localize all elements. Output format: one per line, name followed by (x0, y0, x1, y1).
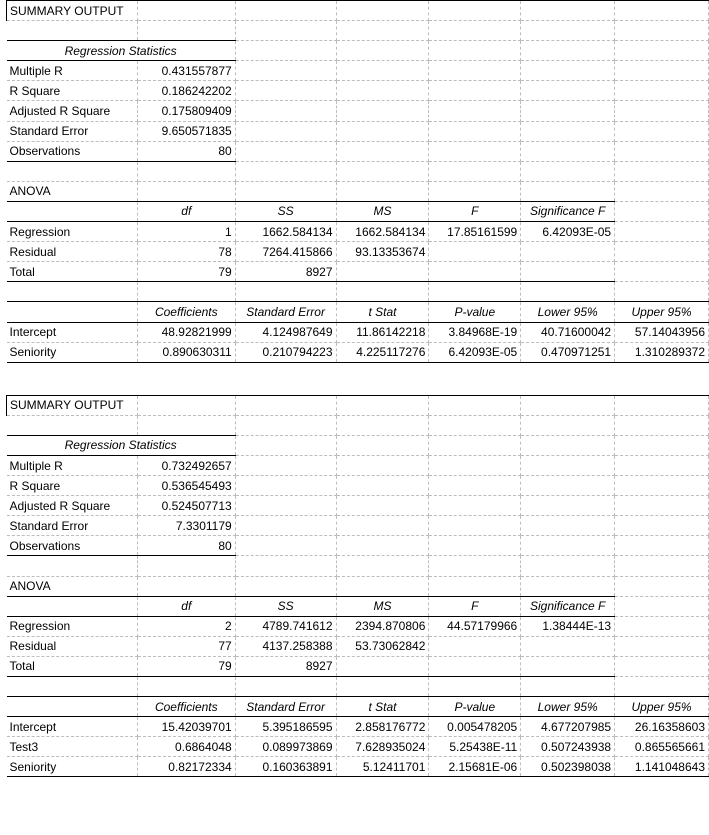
regstat-row (7, 476, 709, 496)
cell[interactable] (336, 181, 429, 201)
anova-header[interactable]: df (137, 596, 235, 616)
regstat-label[interactable]: Observations (7, 141, 138, 161)
cell[interactable] (235, 41, 336, 61)
cell[interactable] (615, 101, 709, 121)
coef-header[interactable]: Coefficients (137, 302, 235, 322)
cell[interactable] (137, 677, 235, 697)
anova-ms[interactable]: 2394.870806 (336, 616, 429, 636)
regstat-row (7, 81, 709, 101)
cell[interactable] (235, 455, 336, 475)
cell[interactable] (521, 496, 615, 516)
anova-f[interactable]: 44.57179966 (429, 616, 521, 636)
cell[interactable] (521, 415, 615, 435)
cell[interactable] (521, 81, 615, 101)
cell[interactable] (235, 536, 336, 556)
cell[interactable] (615, 576, 709, 596)
cell[interactable] (521, 181, 615, 201)
cell[interactable] (7, 556, 138, 576)
cell[interactable] (235, 516, 336, 536)
anova-ss[interactable]: 8927 (235, 656, 336, 676)
coef-p[interactable]: 2.15681E-06 (429, 757, 521, 777)
anova-ms[interactable] (336, 262, 429, 282)
cell[interactable] (615, 677, 709, 697)
coef-upper[interactable]: 1.310289372 (615, 342, 709, 362)
cell[interactable] (235, 556, 336, 576)
cell[interactable] (7, 161, 138, 181)
cell[interactable] (137, 181, 235, 201)
regstat-label[interactable]: R Square (7, 81, 138, 101)
cell[interactable] (521, 101, 615, 121)
blank-row (7, 282, 709, 302)
cell[interactable] (7, 697, 138, 717)
cell[interactable] (137, 415, 235, 435)
cell[interactable] (615, 262, 709, 282)
anova-row (7, 262, 709, 282)
anova-header[interactable]: F (429, 596, 521, 616)
coef-label[interactable]: Intercept (7, 322, 138, 342)
regstat-label[interactable]: Standard Error (7, 121, 138, 141)
regstat-row (7, 121, 709, 141)
regstat-row (7, 141, 709, 161)
regstat-row (7, 101, 709, 121)
cell[interactable] (615, 656, 709, 676)
coef-t[interactable]: 7.628935024 (336, 737, 429, 757)
coef-upper[interactable]: 0.865565661 (615, 737, 709, 757)
coef-header[interactable]: Upper 95% (615, 697, 709, 717)
cell[interactable] (336, 435, 429, 455)
anova-sig[interactable] (521, 242, 615, 262)
anova-header[interactable]: Significance F (521, 596, 615, 616)
coef-se[interactable]: 5.395186595 (235, 717, 336, 737)
cell[interactable] (521, 1, 615, 21)
anova-sig[interactable] (521, 262, 615, 282)
coef-row (7, 717, 709, 737)
cell[interactable] (429, 536, 521, 556)
cell[interactable] (429, 516, 521, 536)
coef-header-row (7, 302, 709, 322)
cell[interactable] (429, 677, 521, 697)
regression-statistics-header[interactable]: Regression Statistics (7, 41, 236, 61)
cell[interactable] (235, 496, 336, 516)
coef-label[interactable]: Seniority (7, 342, 138, 362)
regstat-value[interactable]: 0.431557877 (137, 61, 235, 81)
cell[interactable] (615, 21, 709, 41)
coef-p[interactable]: 6.42093E-05 (429, 342, 521, 362)
cell[interactable] (336, 41, 429, 61)
coef-row (7, 342, 709, 362)
regstat-value[interactable]: 7.3301179 (137, 516, 235, 536)
coef-upper[interactable]: 1.141048643 (615, 757, 709, 777)
cell[interactable] (336, 576, 429, 596)
coef-se[interactable]: 0.210794223 (235, 342, 336, 362)
cell[interactable] (336, 121, 429, 141)
cell[interactable] (615, 161, 709, 181)
cell[interactable] (615, 476, 709, 496)
anova-sig[interactable]: 6.42093E-05 (521, 222, 615, 242)
coef-row (7, 322, 709, 342)
cell[interactable] (336, 536, 429, 556)
regstats-header-row (7, 41, 709, 61)
cell[interactable] (615, 1, 709, 21)
cell[interactable] (521, 476, 615, 496)
coef-header[interactable]: P-value (429, 697, 521, 717)
cell[interactable] (429, 101, 521, 121)
cell[interactable] (429, 141, 521, 161)
anova-f[interactable]: 17.85161599 (429, 222, 521, 242)
anova-sig[interactable] (521, 636, 615, 656)
cell[interactable] (235, 101, 336, 121)
cell[interactable] (615, 141, 709, 161)
regstat-value[interactable]: 0.536545493 (137, 476, 235, 496)
coef-se[interactable]: 0.160363891 (235, 757, 336, 777)
anova-df[interactable]: 2 (137, 616, 235, 636)
coef-header-row (7, 697, 709, 717)
cell[interactable] (615, 41, 709, 61)
anova-f[interactable] (429, 242, 521, 262)
cell[interactable] (235, 282, 336, 302)
anova-row (7, 242, 709, 262)
summary-title[interactable]: SUMMARY OUTPUT (7, 395, 138, 415)
cell[interactable] (615, 435, 709, 455)
anova-df[interactable]: 79 (137, 656, 235, 676)
anova-row (7, 656, 709, 676)
anova-ms[interactable]: 53.73062842 (336, 636, 429, 656)
anova-header-row (7, 596, 709, 616)
regression-statistics-header[interactable]: Regression Statistics (7, 435, 236, 455)
coef-p[interactable]: 5.25438E-11 (429, 737, 521, 757)
cell[interactable] (615, 556, 709, 576)
cell[interactable] (615, 222, 709, 242)
coef-header[interactable]: Standard Error (235, 697, 336, 717)
coef-value[interactable]: 0.890630311 (137, 342, 235, 362)
coef-label[interactable]: Test3 (7, 737, 138, 757)
cell[interactable] (615, 81, 709, 101)
anova-header[interactable]: SS (235, 201, 336, 221)
regstat-row (7, 455, 709, 475)
cell[interactable] (521, 536, 615, 556)
anova-header[interactable]: MS (336, 596, 429, 616)
cell[interactable] (336, 395, 429, 415)
cell[interactable] (235, 677, 336, 697)
regstat-label[interactable]: Observations (7, 536, 138, 556)
coef-value[interactable]: 0.6864048 (137, 737, 235, 757)
anova-header[interactable]: F (429, 201, 521, 221)
regstat-value[interactable]: 80 (137, 141, 235, 161)
anova-ss[interactable]: 4137.258388 (235, 636, 336, 656)
anova-header[interactable]: SS (235, 596, 336, 616)
coef-se[interactable]: 4.124987649 (235, 322, 336, 342)
cell[interactable] (429, 1, 521, 21)
regstat-label[interactable]: Adjusted R Square (7, 101, 138, 121)
coef-header[interactable]: t Stat (336, 302, 429, 322)
cell[interactable] (429, 556, 521, 576)
coef-lower[interactable]: 0.502398038 (521, 757, 615, 777)
coef-lower[interactable]: 40.71600042 (521, 322, 615, 342)
cell[interactable] (429, 282, 521, 302)
cell[interactable] (615, 61, 709, 81)
cell[interactable] (137, 556, 235, 576)
cell[interactable] (336, 476, 429, 496)
cell[interactable] (429, 41, 521, 61)
section-gap (6, 363, 709, 395)
anova-df[interactable]: 1 (137, 222, 235, 242)
cell[interactable] (7, 201, 138, 221)
cell[interactable] (521, 556, 615, 576)
coef-t[interactable]: 4.225117276 (336, 342, 429, 362)
cell[interactable] (521, 395, 615, 415)
cell[interactable] (429, 435, 521, 455)
anova-ss[interactable]: 8927 (235, 262, 336, 282)
blank-row (7, 415, 709, 435)
cell[interactable] (429, 576, 521, 596)
cell[interactable] (336, 282, 429, 302)
coef-header[interactable]: Lower 95% (521, 302, 615, 322)
coef-label[interactable]: Intercept (7, 717, 138, 737)
cell[interactable] (429, 61, 521, 81)
regstat-value[interactable]: 0.732492657 (137, 455, 235, 475)
anova-row (7, 222, 709, 242)
regstat-value[interactable]: 80 (137, 536, 235, 556)
cell[interactable] (235, 161, 336, 181)
cell[interactable] (429, 21, 521, 41)
coef-t[interactable]: 5.12411701 (336, 757, 429, 777)
cell[interactable] (615, 496, 709, 516)
cell[interactable] (336, 496, 429, 516)
coef-row (7, 737, 709, 757)
cell[interactable] (615, 596, 709, 616)
anova-ms[interactable]: 1662.584134 (336, 222, 429, 242)
cell[interactable] (521, 21, 615, 41)
cell[interactable] (521, 41, 615, 61)
cell[interactable] (521, 435, 615, 455)
coef-upper[interactable]: 26.16358603 (615, 717, 709, 737)
regstat-row (7, 61, 709, 81)
regression-output-2 (6, 395, 709, 778)
blank-row (7, 161, 709, 181)
cell[interactable] (235, 476, 336, 496)
cell[interactable] (615, 455, 709, 475)
cell[interactable] (615, 242, 709, 262)
cell[interactable] (429, 476, 521, 496)
cell[interactable] (336, 677, 429, 697)
anova-label[interactable]: Residual (7, 636, 138, 656)
coef-lower[interactable]: 0.507243938 (521, 737, 615, 757)
cell[interactable] (521, 576, 615, 596)
cell[interactable] (429, 415, 521, 435)
cell[interactable] (336, 455, 429, 475)
spreadsheet (6, 0, 709, 777)
coef-p[interactable]: 0.005478205 (429, 717, 521, 737)
coef-header[interactable]: Coefficients (137, 697, 235, 717)
coef-value[interactable]: 0.82172334 (137, 757, 235, 777)
cell[interactable] (615, 282, 709, 302)
coef-value[interactable]: 15.42039701 (137, 717, 235, 737)
cell[interactable] (137, 21, 235, 41)
anova-df[interactable]: 79 (137, 262, 235, 282)
cell[interactable] (235, 395, 336, 415)
summary-title[interactable]: SUMMARY OUTPUT (7, 1, 138, 21)
cell[interactable] (336, 81, 429, 101)
cell[interactable] (521, 516, 615, 536)
coef-upper[interactable]: 57.14043956 (615, 322, 709, 342)
cell[interactable] (235, 81, 336, 101)
cell[interactable] (615, 636, 709, 656)
regstat-label[interactable]: Adjusted R Square (7, 496, 138, 516)
coef-t[interactable]: 11.86142218 (336, 322, 429, 342)
anova-df[interactable]: 77 (137, 636, 235, 656)
cell[interactable] (235, 1, 336, 21)
cell[interactable] (7, 282, 138, 302)
cell[interactable] (7, 21, 138, 41)
cell[interactable] (235, 576, 336, 596)
regstat-label[interactable]: Multiple R (7, 455, 138, 475)
cell[interactable] (336, 415, 429, 435)
coef-t[interactable]: 2.858176772 (336, 717, 429, 737)
cell[interactable] (137, 1, 235, 21)
anova-sig[interactable]: 1.38444E-13 (521, 616, 615, 636)
anova-header[interactable]: Significance F (521, 201, 615, 221)
cell[interactable] (615, 516, 709, 536)
coef-lower[interactable]: 0.470971251 (521, 342, 615, 362)
cell[interactable] (7, 596, 138, 616)
cell[interactable] (336, 101, 429, 121)
anova-label[interactable]: Regression (7, 616, 138, 636)
coef-p[interactable]: 3.84968E-19 (429, 322, 521, 342)
cell[interactable] (7, 415, 138, 435)
anova-row (7, 636, 709, 656)
cell[interactable] (521, 455, 615, 475)
cell[interactable] (429, 161, 521, 181)
anova-f[interactable] (429, 262, 521, 282)
regstats-header-row (7, 435, 709, 455)
cell[interactable] (615, 616, 709, 636)
regstat-value[interactable]: 0.175809409 (137, 101, 235, 121)
blank-row (7, 556, 709, 576)
coef-header[interactable]: t Stat (336, 697, 429, 717)
cell[interactable] (615, 201, 709, 221)
cell[interactable] (7, 302, 138, 322)
title-row (7, 1, 709, 21)
anova-f[interactable] (429, 636, 521, 656)
cell[interactable] (521, 121, 615, 141)
coef-se[interactable]: 0.089973869 (235, 737, 336, 757)
cell[interactable] (336, 516, 429, 536)
cell[interactable] (429, 395, 521, 415)
cell[interactable] (336, 161, 429, 181)
regstat-value[interactable]: 0.524507713 (137, 496, 235, 516)
coef-lower[interactable]: 4.677207985 (521, 717, 615, 737)
cell[interactable] (521, 61, 615, 81)
anova-f[interactable] (429, 656, 521, 676)
coef-value[interactable]: 48.92821999 (137, 322, 235, 342)
regstat-value[interactable]: 9.650571835 (137, 121, 235, 141)
anova-ss[interactable]: 4789.741612 (235, 616, 336, 636)
regstat-label[interactable]: Standard Error (7, 516, 138, 536)
regstat-value[interactable]: 0.186242202 (137, 81, 235, 101)
coef-row (7, 757, 709, 777)
cell[interactable] (429, 181, 521, 201)
cell[interactable] (235, 121, 336, 141)
regstat-row (7, 496, 709, 516)
cell[interactable] (521, 141, 615, 161)
coef-header[interactable]: Upper 95% (615, 302, 709, 322)
anova-label[interactable]: Total (7, 262, 138, 282)
anova-header-row (7, 201, 709, 221)
cell[interactable] (615, 536, 709, 556)
anova-ms[interactable] (336, 656, 429, 676)
blank-row (7, 21, 709, 41)
regstat-label[interactable]: Multiple R (7, 61, 138, 81)
cell[interactable] (7, 677, 138, 697)
regstat-row (7, 536, 709, 556)
cell[interactable] (336, 141, 429, 161)
cell[interactable] (615, 121, 709, 141)
anova-ms[interactable]: 93.13353674 (336, 242, 429, 262)
cell[interactable] (336, 556, 429, 576)
cell[interactable] (615, 415, 709, 435)
regstat-row (7, 516, 709, 536)
anova-header[interactable]: df (137, 201, 235, 221)
cell[interactable] (521, 677, 615, 697)
regstat-label[interactable]: R Square (7, 476, 138, 496)
anova-header[interactable]: MS (336, 201, 429, 221)
coef-label[interactable]: Seniority (7, 757, 138, 777)
cell[interactable] (137, 282, 235, 302)
anova-title-row (7, 181, 709, 201)
cell[interactable] (521, 161, 615, 181)
anova-title-row (7, 576, 709, 596)
title-row (7, 395, 709, 415)
cell[interactable] (336, 1, 429, 21)
anova-ss[interactable]: 7264.415866 (235, 242, 336, 262)
anova-label[interactable]: Regression (7, 222, 138, 242)
cell[interactable] (137, 395, 235, 415)
anova-sig[interactable] (521, 656, 615, 676)
cell[interactable] (137, 576, 235, 596)
cell[interactable] (235, 181, 336, 201)
blank-row (7, 677, 709, 697)
cell[interactable] (429, 496, 521, 516)
coef-header[interactable]: Standard Error (235, 302, 336, 322)
regression-output-1 (6, 0, 709, 363)
cell[interactable] (615, 395, 709, 415)
cell[interactable] (615, 181, 709, 201)
coef-header[interactable]: P-value (429, 302, 521, 322)
cell[interactable] (137, 161, 235, 181)
anova-ss[interactable]: 1662.584134 (235, 222, 336, 242)
anova-label[interactable]: Total (7, 656, 138, 676)
cell[interactable] (521, 282, 615, 302)
cell[interactable] (336, 61, 429, 81)
coef-header[interactable]: Lower 95% (521, 697, 615, 717)
cell[interactable] (235, 141, 336, 161)
anova-label[interactable]: Residual (7, 242, 138, 262)
cell[interactable] (235, 21, 336, 41)
anova-title[interactable]: ANOVA (7, 181, 138, 201)
anova-title[interactable]: ANOVA (7, 576, 138, 596)
anova-df[interactable]: 78 (137, 242, 235, 262)
cell[interactable] (235, 61, 336, 81)
anova-row (7, 616, 709, 636)
cell[interactable] (429, 455, 521, 475)
cell[interactable] (235, 415, 336, 435)
cell[interactable] (235, 435, 336, 455)
cell[interactable] (429, 81, 521, 101)
cell[interactable] (429, 121, 521, 141)
cell[interactable] (336, 21, 429, 41)
